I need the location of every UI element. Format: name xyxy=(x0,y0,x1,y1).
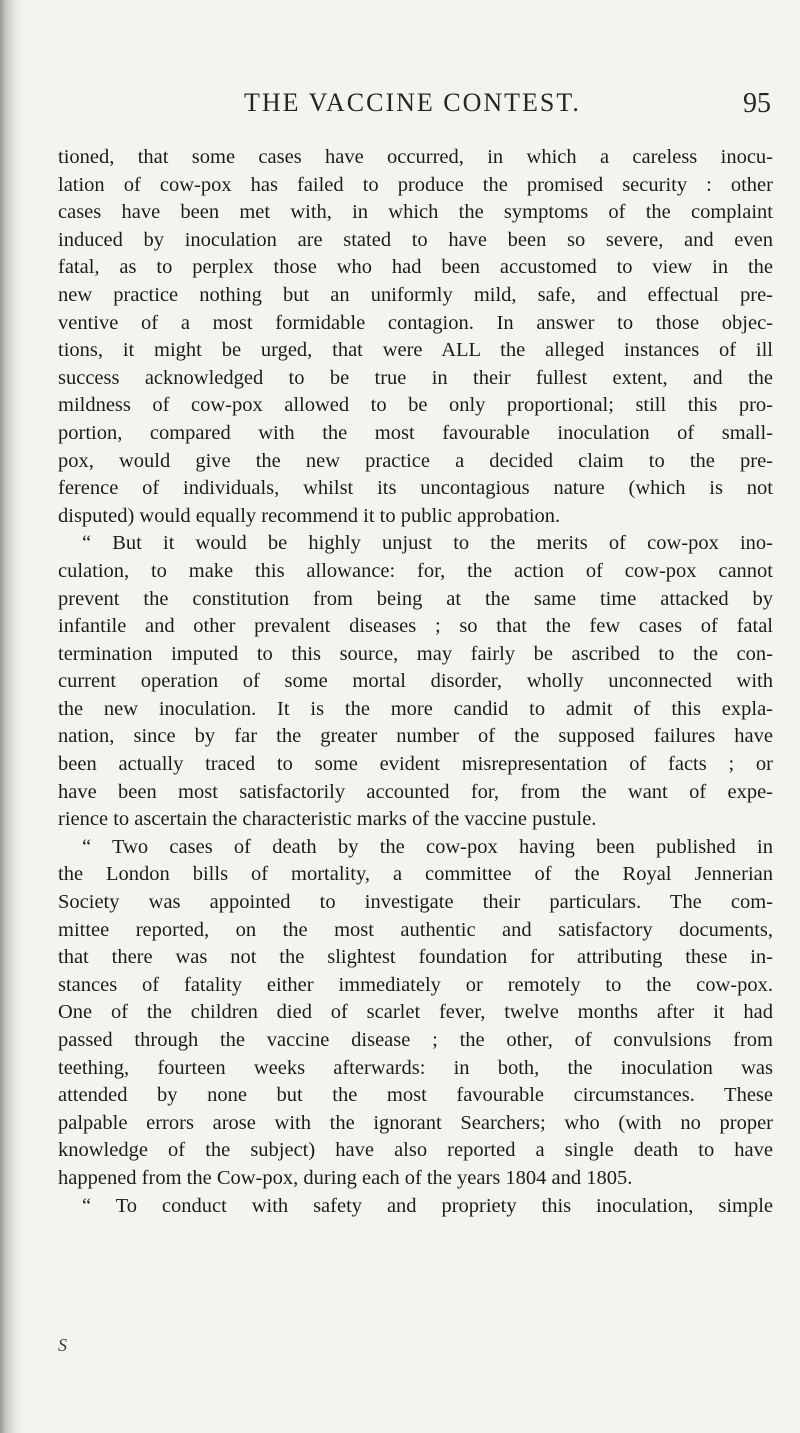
text-line: teething, fourteen weeks afterwards: in both, the inoculation was xyxy=(58,1056,773,1079)
text-line: that there was not the slightest foundation for attributing these in- xyxy=(58,946,773,969)
text-line: pox, would give the new practice a decided claim to the pre- xyxy=(58,449,773,472)
text-line: disputed) would equally recommend it to public approbation. xyxy=(58,504,561,527)
text-line: fatal, as to perplex those who had been accustomed to view in the xyxy=(58,256,773,279)
text-line: prevent the constitution from being at the same time attacked by xyxy=(58,587,773,610)
text-line: mittee reported, on the most authentic and satisfactory documents, xyxy=(58,918,773,941)
signature-mark: S xyxy=(58,1335,67,1355)
text-line: tioned, that some cases have occurred, in which a careless inocu- xyxy=(58,146,773,168)
text-line: induced by inoculation are stated to have been so severe, and even xyxy=(58,228,773,251)
text-line: have been most satisfactorily accounted for, from the want of expe- xyxy=(58,780,773,803)
text-line: new practice nothing but an uniformly mild, safe, and effectual pre- xyxy=(58,283,773,306)
text-line: rience to ascertain the characteristic marks of the vaccine pustule. xyxy=(58,808,597,831)
text-line: portion, compared with the most favourable inoculation of small- xyxy=(58,421,773,444)
text-line: palpable errors arose with the ignorant Searchers; who (with no proper xyxy=(58,1111,773,1134)
text-line: success acknowledged to be true in their fullest extent, and the xyxy=(58,366,773,389)
text-line: the London bills of mortality, a committee of the Royal Jennerian xyxy=(58,863,773,886)
text-line: cases have been met with, in which the symptoms of the complaint xyxy=(58,201,773,224)
page-number: 95 xyxy=(743,88,771,119)
text-line: infantile and other prevalent diseases ; so that the few cases of fatal xyxy=(58,615,773,638)
text-line: mildness of cow-pox allowed to be only proportional; still this pro- xyxy=(58,394,773,417)
text-line: ference of individuals, whilst its uncontagious nature (which is not xyxy=(58,477,773,500)
text-line: culation, to make this allowance: for, the action of cow-pox cannot xyxy=(58,559,773,582)
text-line: “ But it would be highly unjust to the merits of cow-pox ino- xyxy=(82,532,773,555)
text-line: knowledge of the subject) have also reported a single death to have xyxy=(58,1139,773,1162)
text-line: stances of fatality either immediately or remotely to the cow-pox. xyxy=(58,973,773,996)
running-title: THE VACCINE CONTEST. xyxy=(244,88,581,117)
text-line: One of the children died of scarlet fever, twelve months after it had xyxy=(58,1001,773,1024)
text-line: “ Two cases of death by the cow-pox having been published in xyxy=(82,835,773,858)
text-line: lation of cow-pox has failed to produce the promised security : other xyxy=(58,173,773,196)
text-line: been actually traced to some evident misrepresentation of facts ; or xyxy=(58,753,773,776)
running-head xyxy=(58,88,773,128)
text-line: tions, it might be urged, that were ALL the alleged instances of ill xyxy=(58,339,773,362)
text-line: nation, since by far the greater number of the supposed failures have xyxy=(58,725,773,748)
page-gutter-shadow xyxy=(0,0,22,1433)
body-text xyxy=(58,144,773,1220)
text-line: passed through the vaccine disease ; the other, of convulsions from xyxy=(58,1029,773,1051)
book-page xyxy=(58,0,773,1433)
text-line: “ To conduct with safety and propriety this inoculation, simple xyxy=(82,1194,773,1217)
text-line: Society was appointed to investigate their particulars. The com- xyxy=(58,891,773,914)
text-line: current operation of some mortal disorder, wholly unconnected with xyxy=(58,670,773,693)
text-line: happened from the Cow-pox, during each of the years 1804 and 1805. xyxy=(58,1166,633,1189)
text-line: attended by none but the most favourable circumstances. These xyxy=(58,1084,773,1107)
text-line: the new inoculation. It is the more candid to admit of this expla- xyxy=(58,697,773,720)
text-line: ventive of a most formidable contagion. In answer to those objec- xyxy=(58,311,773,334)
text-line: termination imputed to this source, may fairly be ascribed to the con- xyxy=(58,642,773,665)
